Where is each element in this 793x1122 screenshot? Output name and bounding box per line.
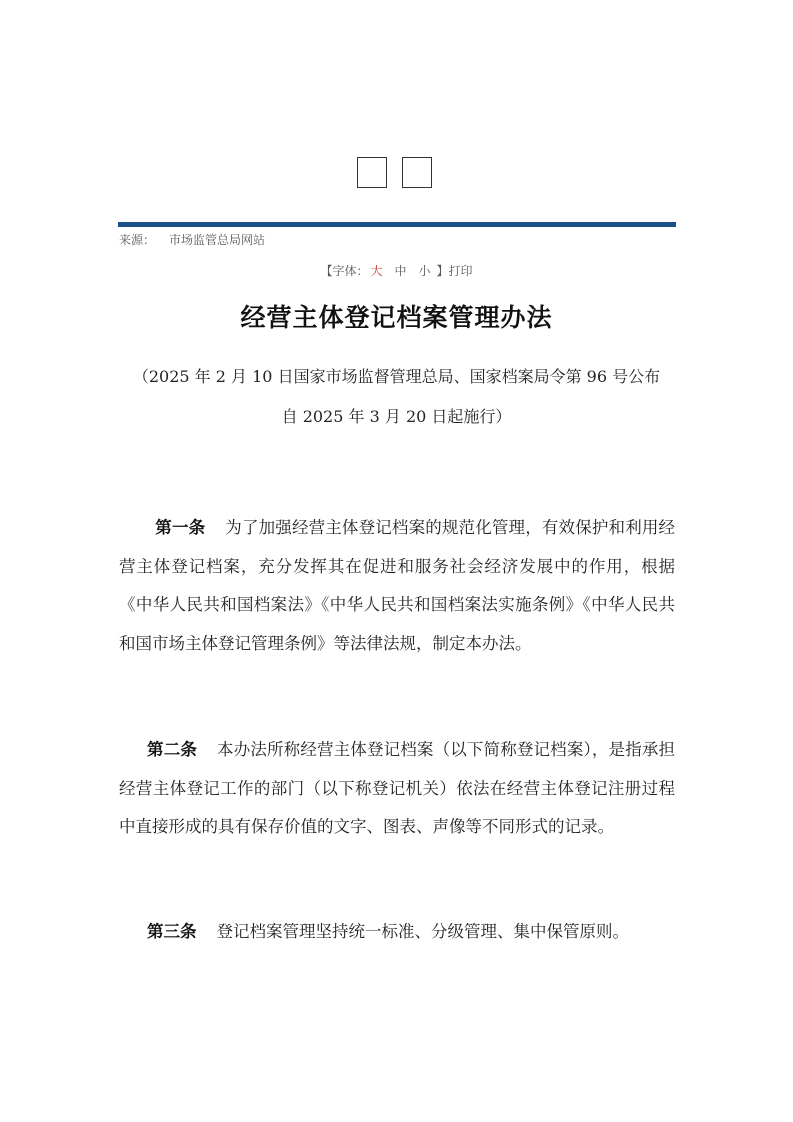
article-2 [119, 731, 675, 847]
source-line [119, 231, 265, 248]
article-label: 第二条 [147, 740, 198, 759]
document-subtitle-line2: 自 2025 年 3 月 20 日起施行） [281, 407, 512, 426]
title-placeholder-boxes [357, 157, 432, 188]
article-label: 第三条 [147, 922, 197, 941]
article-3 [119, 913, 675, 952]
article-text: 为了加强经营主体登记档案的规范化管理，有效保护和利用经营主体登记档案，充分发挥其在促进和服务社会经济发展中的作用，根据《中华人民共和国档案法》《中华人民共和国档案法实施条例》《中华人民共和国市场主体登记管理条例》等法律法规，制定本办法。 [119, 518, 676, 653]
document-subtitle-line1: （2025 年 2 月 10 日国家市场监督管理总局、国家档案局令第 96 号公布 [132, 367, 661, 386]
document-title: 经营主体登记档案管理办法 [240, 303, 553, 332]
font-size-large[interactable]: 大 [370, 264, 383, 278]
source-label: 来源： [119, 233, 156, 247]
font-controls-close: 】 [436, 264, 449, 278]
article-text: 本办法所称经营主体登记档案（以下简称登记档案），是指承担经营主体登记工作的部门（以下称登记机关）依法在经营主体登记注册过程中直接形成的具有保存价值的文字、图表、声像等不同形式的记录。 [119, 740, 676, 836]
article-1 [119, 509, 675, 663]
font-size-small[interactable]: 小 [418, 264, 431, 278]
placeholder-box [357, 157, 387, 188]
print-link[interactable]: 打印 [448, 264, 473, 278]
font-controls-open: 【字体： [320, 264, 369, 278]
font-size-medium[interactable]: 中 [394, 264, 407, 278]
header-divider [118, 222, 676, 227]
article-label: 第一条 [155, 518, 206, 537]
source-name: 市场监管总局网站 [169, 233, 266, 247]
article-text: 登记档案管理坚持统一标准、分级管理、集中保管原则。 [216, 922, 630, 941]
placeholder-box [402, 157, 432, 188]
font-size-controls [0, 262, 793, 279]
